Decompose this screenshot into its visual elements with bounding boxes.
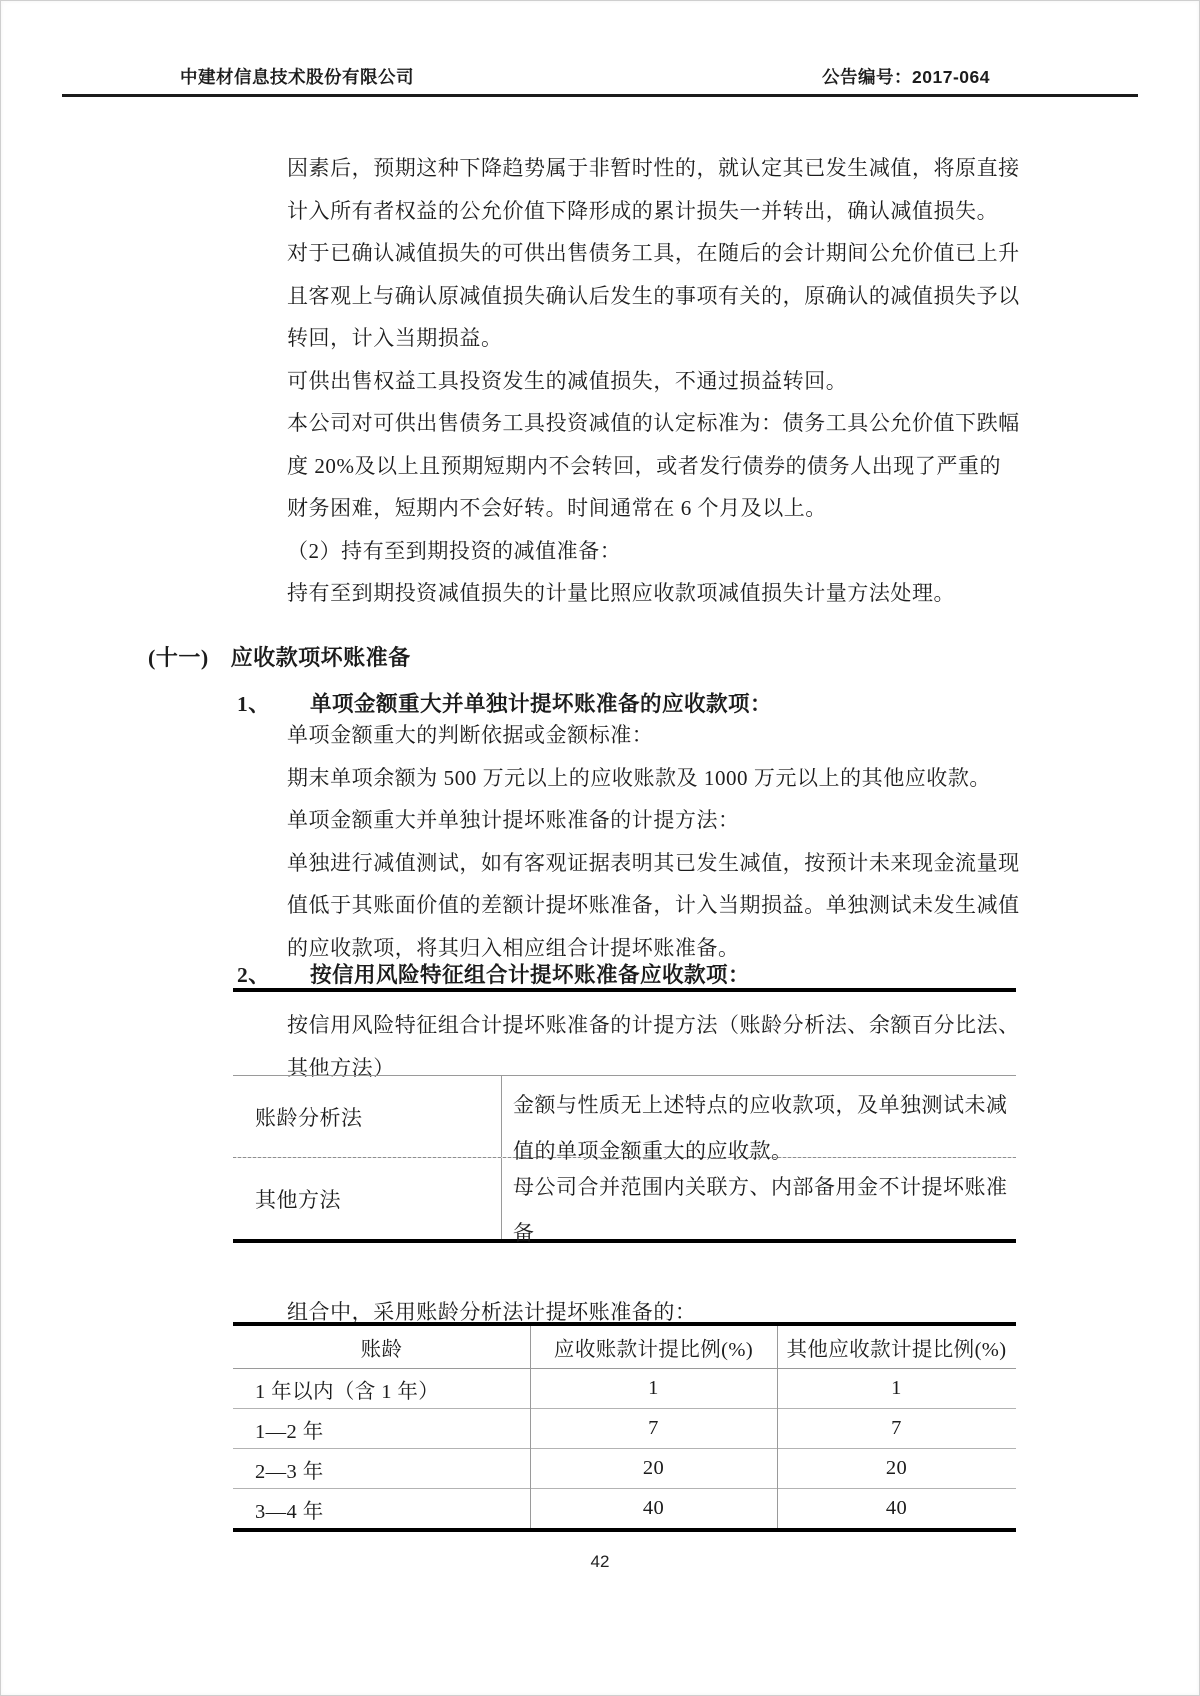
item-2-number: 2、 bbox=[237, 963, 271, 987]
table-row bbox=[233, 1369, 1016, 1409]
table-row bbox=[233, 1409, 1016, 1449]
text-line: 计入所有者权益的公允价值下降形成的累计损失一并转出，确认减值损失。 bbox=[287, 198, 999, 223]
cell-ar-ratio: 7 bbox=[648, 1417, 659, 1439]
text-line: 转回，计入当期损益。 bbox=[287, 326, 503, 350]
table-cell-method: 其他方法 bbox=[255, 1187, 341, 1212]
item-1-body bbox=[287, 714, 1027, 969]
text-line: 按信用风险特征组合计提坏账准备的计提方法（账龄分析法、余额百分比法、 bbox=[287, 1013, 1020, 1037]
text-line: 对于已确认减值损失的可供出售债务工具，在随后的会计期间公允价值已上升 bbox=[287, 241, 1020, 265]
table-cell-description: 母公司合并范围内关联方、内部备用金不计提坏账准备 bbox=[513, 1175, 1008, 1245]
section-title: 应收款项坏账准备 bbox=[230, 645, 411, 670]
cell-other-ratio: 40 bbox=[885, 1497, 908, 1519]
cell-other-ratio: 7 bbox=[891, 1417, 902, 1439]
cell-other-ratio: 20 bbox=[885, 1457, 908, 1479]
table-header-row bbox=[233, 1326, 1016, 1369]
header-divider bbox=[62, 94, 1138, 97]
item-1-title: 单项金额重大并单独计提坏账准备的应收款项： bbox=[310, 692, 773, 716]
method-table bbox=[233, 1075, 1016, 1243]
cell-ar-ratio: 20 bbox=[642, 1457, 665, 1479]
document-header bbox=[180, 64, 990, 89]
cell-other-ratio: 1 bbox=[891, 1377, 902, 1399]
text-line: 的应收款项，将其归入相应组合计提坏账准备。 bbox=[287, 935, 740, 960]
cell-aging: 3—4 年 bbox=[255, 1500, 324, 1523]
text-line: 单项金额重大并单独计提坏账准备的计提方法： bbox=[287, 808, 740, 832]
item-2-heading bbox=[237, 958, 750, 989]
text-line: 其他方法） bbox=[287, 1055, 395, 1080]
cell-ar-ratio: 40 bbox=[642, 1497, 665, 1519]
paragraph-block bbox=[287, 147, 1027, 615]
item-2-title: 按信用风险特征组合计提坏账准备应收款项： bbox=[310, 963, 751, 987]
text-line: 期末单项余额为 500 万元以上的应收账款及 1000 万元以上的其他应收款。 bbox=[287, 765, 991, 790]
header-other-ratio: 其他应收款计提比例(%) bbox=[786, 1339, 1007, 1361]
aging-table-caption: 组合中，采用账龄分析法计提坏账准备的： bbox=[287, 1300, 697, 1324]
text-line: 且客观上与确认原减值损失确认后发生的事项有关的，原确认的减值损失予以 bbox=[287, 283, 1020, 308]
table-cell-method: 账龄分析法 bbox=[255, 1105, 363, 1130]
text-line: （2）持有至到期投资的减值准备： bbox=[287, 538, 622, 563]
text-line: 本公司对可供出售债务工具投资减值的认定标准为：债务工具公允价值下跌幅 bbox=[287, 411, 1020, 435]
text-line: 持有至到期投资减值损失的计量比照应收款项减值损失计量方法处理。 bbox=[287, 581, 956, 605]
cell-aging: 2—3 年 bbox=[255, 1460, 324, 1483]
section-heading bbox=[148, 641, 411, 672]
column-divider bbox=[530, 1326, 531, 1528]
text-line: 值低于其账面价值的差额计提坏账准备，计入当期损益。单独测试未发生减值 bbox=[287, 893, 1020, 917]
section-index: (十一) bbox=[148, 645, 209, 670]
cell-aging: 1—2 年 bbox=[255, 1420, 324, 1443]
text-line: 单独进行减值测试，如有客观证据表明其已发生减值，按预计未来现金流量现 bbox=[287, 850, 1020, 875]
text-line: 可供出售权益工具投资发生的减值损失，不通过损益转回。 bbox=[287, 368, 848, 393]
header-aging: 账龄 bbox=[360, 1339, 403, 1361]
cell-ar-ratio: 1 bbox=[648, 1377, 659, 1399]
text-line: 因素后，预期这种下降趋势属于非暂时性的，就认定其已发生减值，将原直接 bbox=[287, 156, 1020, 180]
item-2-underline bbox=[233, 988, 1016, 992]
item-1-number: 1、 bbox=[237, 692, 271, 716]
cell-aging: 1 年以内（含 1 年） bbox=[255, 1380, 440, 1403]
company-name: 中建材信息技术股份有限公司 bbox=[180, 67, 414, 87]
aging-table bbox=[233, 1322, 1016, 1532]
page-number: 42 bbox=[590, 1552, 610, 1571]
notice-number: 公告编号：2017-064 bbox=[822, 67, 990, 87]
column-divider bbox=[777, 1326, 778, 1528]
table-cell-description: 金额与性质无上述特点的应收款项，及单独测试未减值的单项金额重大的应收款。 bbox=[513, 1093, 1008, 1163]
text-line: 单项金额重大的判断依据或金额标准： bbox=[287, 723, 654, 747]
table-row bbox=[233, 1489, 1016, 1528]
header-ar-ratio: 应收账款计提比例(%) bbox=[553, 1339, 754, 1361]
text-line: 度 20%及以上且预期短期内不会转回，或者发行债券的债务人出现了严重的 bbox=[287, 453, 1001, 478]
text-line: 财务困难，短期内不会好转。时间通常在 6 个月及以上。 bbox=[287, 496, 827, 520]
table-row bbox=[233, 1449, 1016, 1489]
